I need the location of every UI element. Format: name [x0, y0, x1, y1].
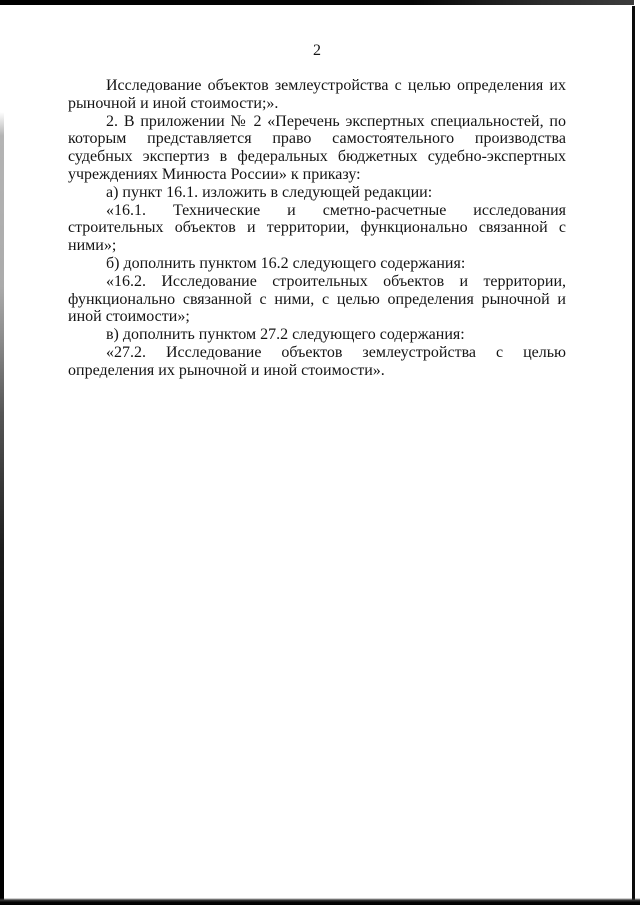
paragraph-subitem-b: б) дополнить пунктом 16.2 следующего содержания: [106, 254, 466, 272]
paragraph-subitem-v: в) дополнить пунктом 27.2 следующего содержания: [106, 326, 465, 344]
document-body [68, 77, 566, 380]
paragraph-quote-27-2: «27.2. Исследование объектов землеустройства с целью определения их рыночной и иной стоимости». [68, 343, 566, 379]
paragraph-quote-16-2: «16.2. Исследование строительных объектов и территории, функционально связанной с ними, с целью определения рыночной и иной стоимости»; [68, 272, 566, 326]
paragraph-quote-16-1: «16.1. Технические и сметно-расчетные исследования строительных объектов и территории, функционально связанной с ними»; [68, 201, 566, 255]
paragraph-subitem-a: а) пункт 16.1. изложить в следующей редакции: [106, 183, 433, 201]
paragraph-continuation: Исследование объектов землеустройства с целью определения их рыночной и иной стоимости;». [68, 77, 566, 112]
page-number: 2 [313, 42, 321, 59]
scan-border-right [632, 6, 635, 905]
scan-border-bottom [0, 898, 640, 905]
scan-border-left [0, 112, 4, 905]
scan-border-top [0, 0, 634, 5]
paragraph-item-2: 2. В приложении № 2 «Перечень экспертных специальностей, по которым представляется право самостоятельного производства судебных экспертиз в федеральных бюджетных судебно-экспертных учреждениях Минюста России» к приказу: [68, 112, 566, 183]
